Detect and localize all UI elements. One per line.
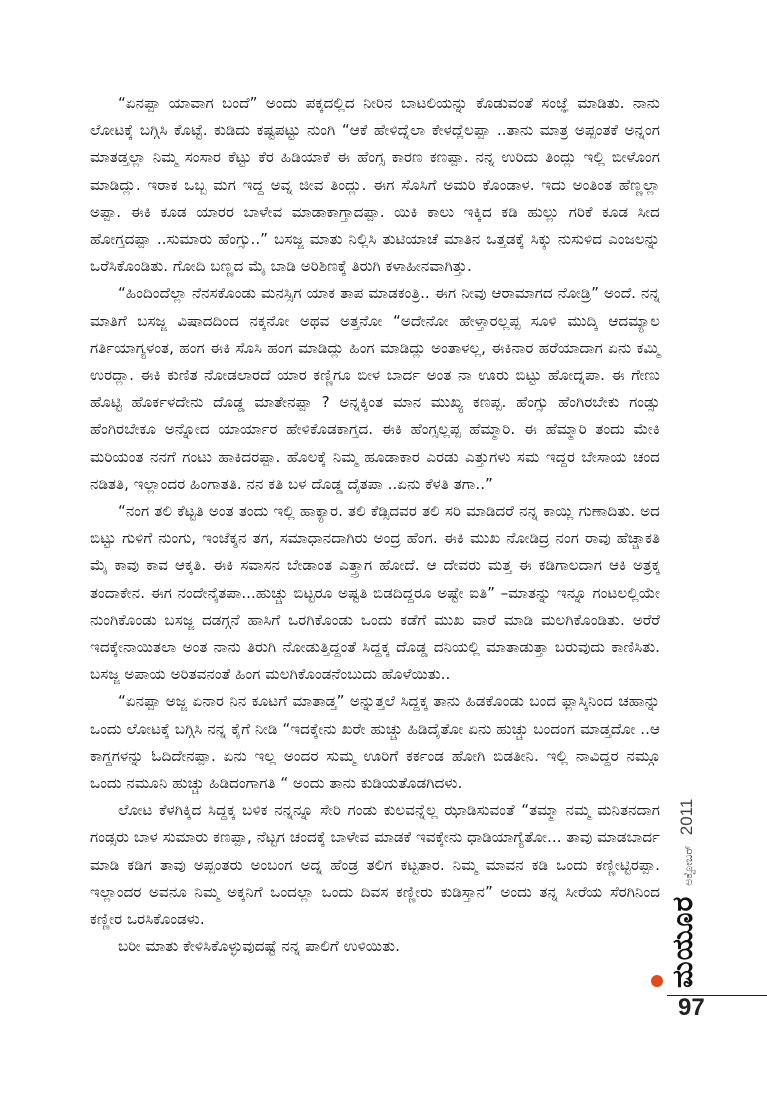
paragraph: “ನಂಗ ತಲಿ ಕೆಟ್ಟತಿ ಅಂತ ತಂದು ಇಲ್ಲಿ ಹಾಕ್ಯಾರ. ತಲಿ ಕೆಡ್ಸಿದವರ ತಲಿ ಸರಿ ಮಾಡಿದರೆ ನನ್ನ ಕಾಯ್ಲಿ ಗುಣಾದಿತು. ಅದ ಬಿಟ್ಟು ಗುಳಿಗೆ ನುಂಗು, ಇಂಜೆಕ್ಶನ ತಗ, ಸಮಾಧಾನದಾಗಿರು ಅಂದ್ರ ಹೆಂಗ. ಈಕಿ ಮುಖ ನೋಡಿದ್ರ ನಂಗ ರಾವು ಹೆಚ್ಚಾಕತಿ ಮೈ ಕಾವು ಕಾವ ಆಕ್ಕತಿ. ಈಕಿ ಸವಾಸನ ಬೇಡಾಂತ ಎತ್ತ್ರಾಗ ಹೋದೆ. ಆ ದೇವರು ಮತ್ತ ಈ ಕಡಿಗಾಲದಾಗ ಆಕಿ ಅತ್ರಕ್ಕ ತಂದಾಕೇನ. ಈಗ ನಂದೇನೈತಪಾ...ಹುಚ್ಚು ಬಿಟ್ಟರೂ ಅಷ್ಟತಿ ಬಿಡದಿದ್ದರೂ ಅಷ್ಟೇ ಐತಿ” –ಮಾತನ್ನು ಇನ್ನೂ ಗಂಟಲಲ್ಲಿಯೇ ನುಂಗಿಕೊಂಡು ಬಸಜ್ಜ ದಡಗ್ಗನೆ ಹಾಸಿಗೆ ಒರಗಿಕೊಂಡು ಒಂದು ಕಡೆಗೆ ಮುಖ ವಾರೆ ಮಾಡಿ ಮಲಗಿಕೊಂಡಿತು. ಅರೆರೆ ಇದಕ್ಕೇನಾಯಿತಲಾ ಅಂತ ನಾನು ತಿರುಗಿ ನೋಡುತ್ತಿದ್ದಂತೆ ಸಿದ್ದಕ್ಕ ದೊಡ್ಡ ದನಿಯಲ್ಲಿ ಮಾತಾಡುತ್ತಾ ಬರುವುದು ಕಾಣಿಸಿತು. ಬಸಜ್ಜ ಅಪಾಯ ಅರಿತವನಂತೆ ಹಿಂಗ ಮಲಗಿಕೊಂಡನೆಂಬುದು ಹೊಳೆಯಿತು.. — [90, 502, 660, 684]
article-body — [90, 90, 660, 961]
paragraph: “ಏನಪ್ಪಾ ಯಾವಾಗ ಬಂದೆ” ಅಂದು ಪಕ್ಕದಲ್ಲಿದ ನೀರಿನ ಬಾಟಲಿಯನ್ನು ಕೊಡುವಂತೆ ಸಂಜ್ಞೆ ಮಾಡಿತು. ನಾನು ಲೋಟಕ್ಕೆ ಬಗ್ಗಿಸಿ ಕೊಟ್ಟೆ. ಕುಡಿದು ಕಷ್ಟಪಟ್ಟು ನುಂಗಿ “ಆಕೆ ಹೇಳಿದ್ನೆಲಾ ಕೇಳದ್ಲೆಲಪ್ಪಾ ..ತಾನು ಮಾತ್ರ ಅಪ್ಪಂತಕೆ ಅನ್ನಂಗ ಮಾತಡ್ತಲ್ಲಾ ನಿಮ್ಮ ಸಂಸಾರ ಕೆಟ್ಟು ಕೆರ ಹಿಡಿಯಾಕೆ ಈ ಹೆಂಗ್ಸ ಕಾರಣ ಕಣಪ್ಪಾ. ನನ್ನ ಉರಿದು ತಿಂದ್ಲು ಇಲ್ಲಿ ಬೀಳೊಂಗ ಮಾಡಿದ್ಲು. ಇರಾಕ ಒಬ್ಬ ಮಗ ಇದ್ದ ಅವ್ನ ಜೀವ ತಿಂದ್ಲು. ಈಗ ಸೊಸಿಗೆ ಅಮರಿ ಕೊಂಡಾಳ. ಇದು ಅಂತಿಂತ ಹೆಣ್ಣಲ್ಲಾ ಅಪ್ಪಾ. ಈಕಿ ಕೂಡ ಯಾರರ ಬಾಳೇವ ಮಾಡಾಕಾಗ್ತಾದಪ್ಪಾ. ಯಿಕಿ ಕಾಲು ಇಕ್ಕಿದ ಕಡಿ ಹುಲ್ಲು ಗರಿಕೆ ಕೂಡ ಸೀದ ಹೋಗ್ತದಪ್ಪಾ ..ಸುಮಾರು ಹೆಂಗ್ಸು..” ಬಸಜ್ಜ ಮಾತು ನಿಲ್ಲಿಸಿ ತುಟಿಯಾಚೆ ಮಾತಿನ ಒತ್ತಡಕ್ಕೆ ಸಿಕ್ಕು ನುಸುಳಿದ ಎಂಜಲನ್ನು ಒರೆಸಿಕೊಂಡಿತು. ಗೋದಿ ಬಣ್ಣದ ಮೈ ಬಾಡಿ ಅರಿಶಿಣಕ್ಕೆ ತಿರುಗಿ ಕಳಾಹೀನವಾಗಿತ್ತು. — [90, 94, 660, 276]
magazine-sidebar — [666, 798, 720, 1000]
accent-dot-icon — [651, 975, 663, 987]
vertical-masthead — [666, 799, 700, 988]
issue-month: ಅಕ್ಟೋಬರ್ — [682, 845, 695, 886]
paragraph: ಬರೀ ಮಾತು ಕೇಳಿಸಿಕೊಳ್ಳುವುದಷ್ಟೆ ನನ್ನ ಪಾಲಿಗೆ ಉಳಿಯಿತು. — [118, 937, 400, 956]
issue-year: 2011 — [677, 798, 696, 836]
paragraph: ಲೋಟ ಕೆಳಗಿಕ್ಕಿದ ಸಿದ್ದಕ್ಕ ಬಳಿಕ ನನ್ನನ್ನೂ ಸೇರಿ ಗಂಡು ಕುಲವನ್ನೆಲ್ಲ ಝಾಡಿಸುವಂತೆ “ತಮ್ಮಾ ನಮ್ಮ ಮನಿತನದಾಗ ಗಂಡ್ಸರು ಬಾಳ ಸುಮಾರು ಕಣಪ್ಪಾ, ನೆಟ್ಟಗ ಚಂದಕ್ಕೆ ಬಾಳೇವ ಮಾಡಕೆ ಇವಕ್ಕೇನು ಧಾಡಿಯಾಗ್ಯೆತೋ... ತಾವು ಮಾಡಬಾರ್ದ ಮಾಡಿ ಕಡಿಗ ತಾವು ಅಪ್ಪಂತರು ಅಂಬಂಗ ಅದ್ನ ಹೆಂಡ್ರ ತಲಿಗ ಕಟ್ಟತಾರ. ನಿಮ್ಮ ಮಾವನ ಕಡಿ ಒಂದು ಕಣ್ಣೀಟ್ಟಿರಪ್ಪಾ. ಇಲ್ಲಾಂದರ ಅವನೂ ನಿಮ್ಮ ಅಕ್ಕನಿಗೆ ಒಂದಲ್ಲಾ ಒಂದು ದಿವಸ ಕಣ್ಣೀರು ಕುಡಿಸ್ತಾನ” ಅಂದು ತನ್ನ ಸೀರೆಯ ಸೆರಗಿನಿಂದ ಕಣ್ಣೀರ ಒರಸಿಕೊಂಡಳು. — [90, 801, 660, 929]
paragraph: “ಏನಪ್ಪಾ ಅಜ್ಜ ಏನಾರ ನಿನ ಕೂಟಗೆ ಮಾತಾಡ್ತ” ಅನ್ನುತ್ತಲೆ ಸಿದ್ದಕ್ಕ ತಾನು ಹಿಡಕೊಂಡು ಬಂದ ಫ್ಲಾಸ್ಕಿನಿಂದ ಚಹಾನ್ನು ಒಂದು ಲೋಟಕ್ಕೆ ಬಗ್ಗಿಸಿ ನನ್ನ ಕೈಗೆ ನೀಡಿ “ಇದಕ್ಕೇನು ಖರೇ ಹುಚ್ಚು ಹಿಡಿದೈತೋ ಏನು ಹುಚ್ಚು ಬಂದಂಗ ಮಾಡ್ತದೋ ..ಆ ಕಾಗ್ದಗಳನ್ನು ಓದಿದೇನಪ್ಪಾ. ಏನು ಇಲ್ಲ ಅಂದರ ಸುಮ್ಮ ಊರಿಗೆ ಕರ್ಕಂಡ ಹೋಗಿ ಬಿಡತೀನಿ. ಇಲ್ಲಿ ನಾವಿದ್ದರ ನಮ್ಗೂ ಒಂದು ನಮೂನಿ ಹುಚ್ಚು ಹಿಡಿದಂಗಾಗತಿ “ ಅಂದು ತಾನು ಕುಡಿಯತೊಡಗಿದಳು. — [90, 692, 660, 793]
magazine-name: ಮಯೂರ — [666, 895, 699, 988]
paragraph: “ಹಿಂದಿಂದೆಲ್ಲಾ ನೆನಸಕೊಂಡು ಮನಸ್ಸಿಗ ಯಾಕ ತಾಪ ಮಾಡಕಂತ್ರಿ.. ಈಗ ನೀವು ಆರಾಮಾಗದ ನೋಡ್ರಿ” ಅಂದೆ. ನನ್ನ ಮಾತಿಗೆ ಬಸಜ್ಜ ವಿಷಾದದಿಂದ ನಕ್ಕನೋ ಅಥವ ಅತ್ತನೋ “ಅದೇನೋ ಹೇಳ್ತಾರಲ್ಲಪ್ಪ ಸೂಳಿ ಮುದ್ಕಿ ಆದಮ್ಯಾಲ ಗರ್ತಿಯಾಗ್ಯಳಂತ, ಹಂಗ ಈಕಿ ಸೊಸಿ ಹಂಗ ಮಾಡಿದ್ಲು ಹಿಂಗ ಮಾಡಿದ್ಲು ಅಂತಾಳಲ್ಲ, ಈಕಿನಾರ ಹರೆಯಾದಾಗ ಏನು ಕಮ್ಮಿ ಉರದ್ಲಾ. ಈಕಿ ಕುಣಿತ ನೋಡಲಾರದೆ ಯಾರ ಕಣ್ಣಿಗೂ ಬೀಳ ಬಾರ್ದ ಅಂತ ನಾ ಊರು ಬಿಟ್ಟು ಹೋದ್ನಪಾ. ಈ ಗೇಣು ಹೊಟ್ಟಿ ಹೊರ್ಕಳದೇನು ದೊಡ್ಡ ಮಾತೇನಪ್ಪಾ ? ಅನ್ನಕ್ಕಿಂತ ಮಾನ ಮುಖ್ಯ ಕಣಪ್ಪ. ಹೆಂಗ್ಸು ಹೆಂಗಿರಬೇಕು ಗಂಡ್ಸು ಹೆಂಗಿರಬೇಕೂ ಅನ್ನೋದ ಯಾರ್ಯಾರ ಹೇಳಿಕೊಡಕಾಗ್ತದ. ಈಕಿ ಹೆಂಗ್ಸಲ್ಲಪ್ಪ ಹೆಮ್ಮಾರಿ. ಈ ಹೆಮ್ಮಾರಿ ತಂದು ಮೇಕಿ ಮರಿಯಂತ ನನಗೆ ಗಂಟು ಹಾಕಿದರಪ್ಪಾ. ಹೊಲಕ್ಕೆ ನಿಮ್ಮ ಹೂಡಾಕಾರ ಎರಡು ಎತ್ತುಗಳು ಸಮ ಇದ್ದರ ಬೇಸಾಯ ಚಂದ ನಡಿತತಿ, ಇಲ್ಲಾಂದರ ಹಿಂಗಾತತಿ. ನನ ಕತಿ ಬಳ ದೊಡ್ಡ ದೈತಪಾ ..ಏನು ಕೆಳತಿ ತಗಾ..” — [90, 284, 660, 493]
page-number: 97 — [678, 994, 705, 1021]
